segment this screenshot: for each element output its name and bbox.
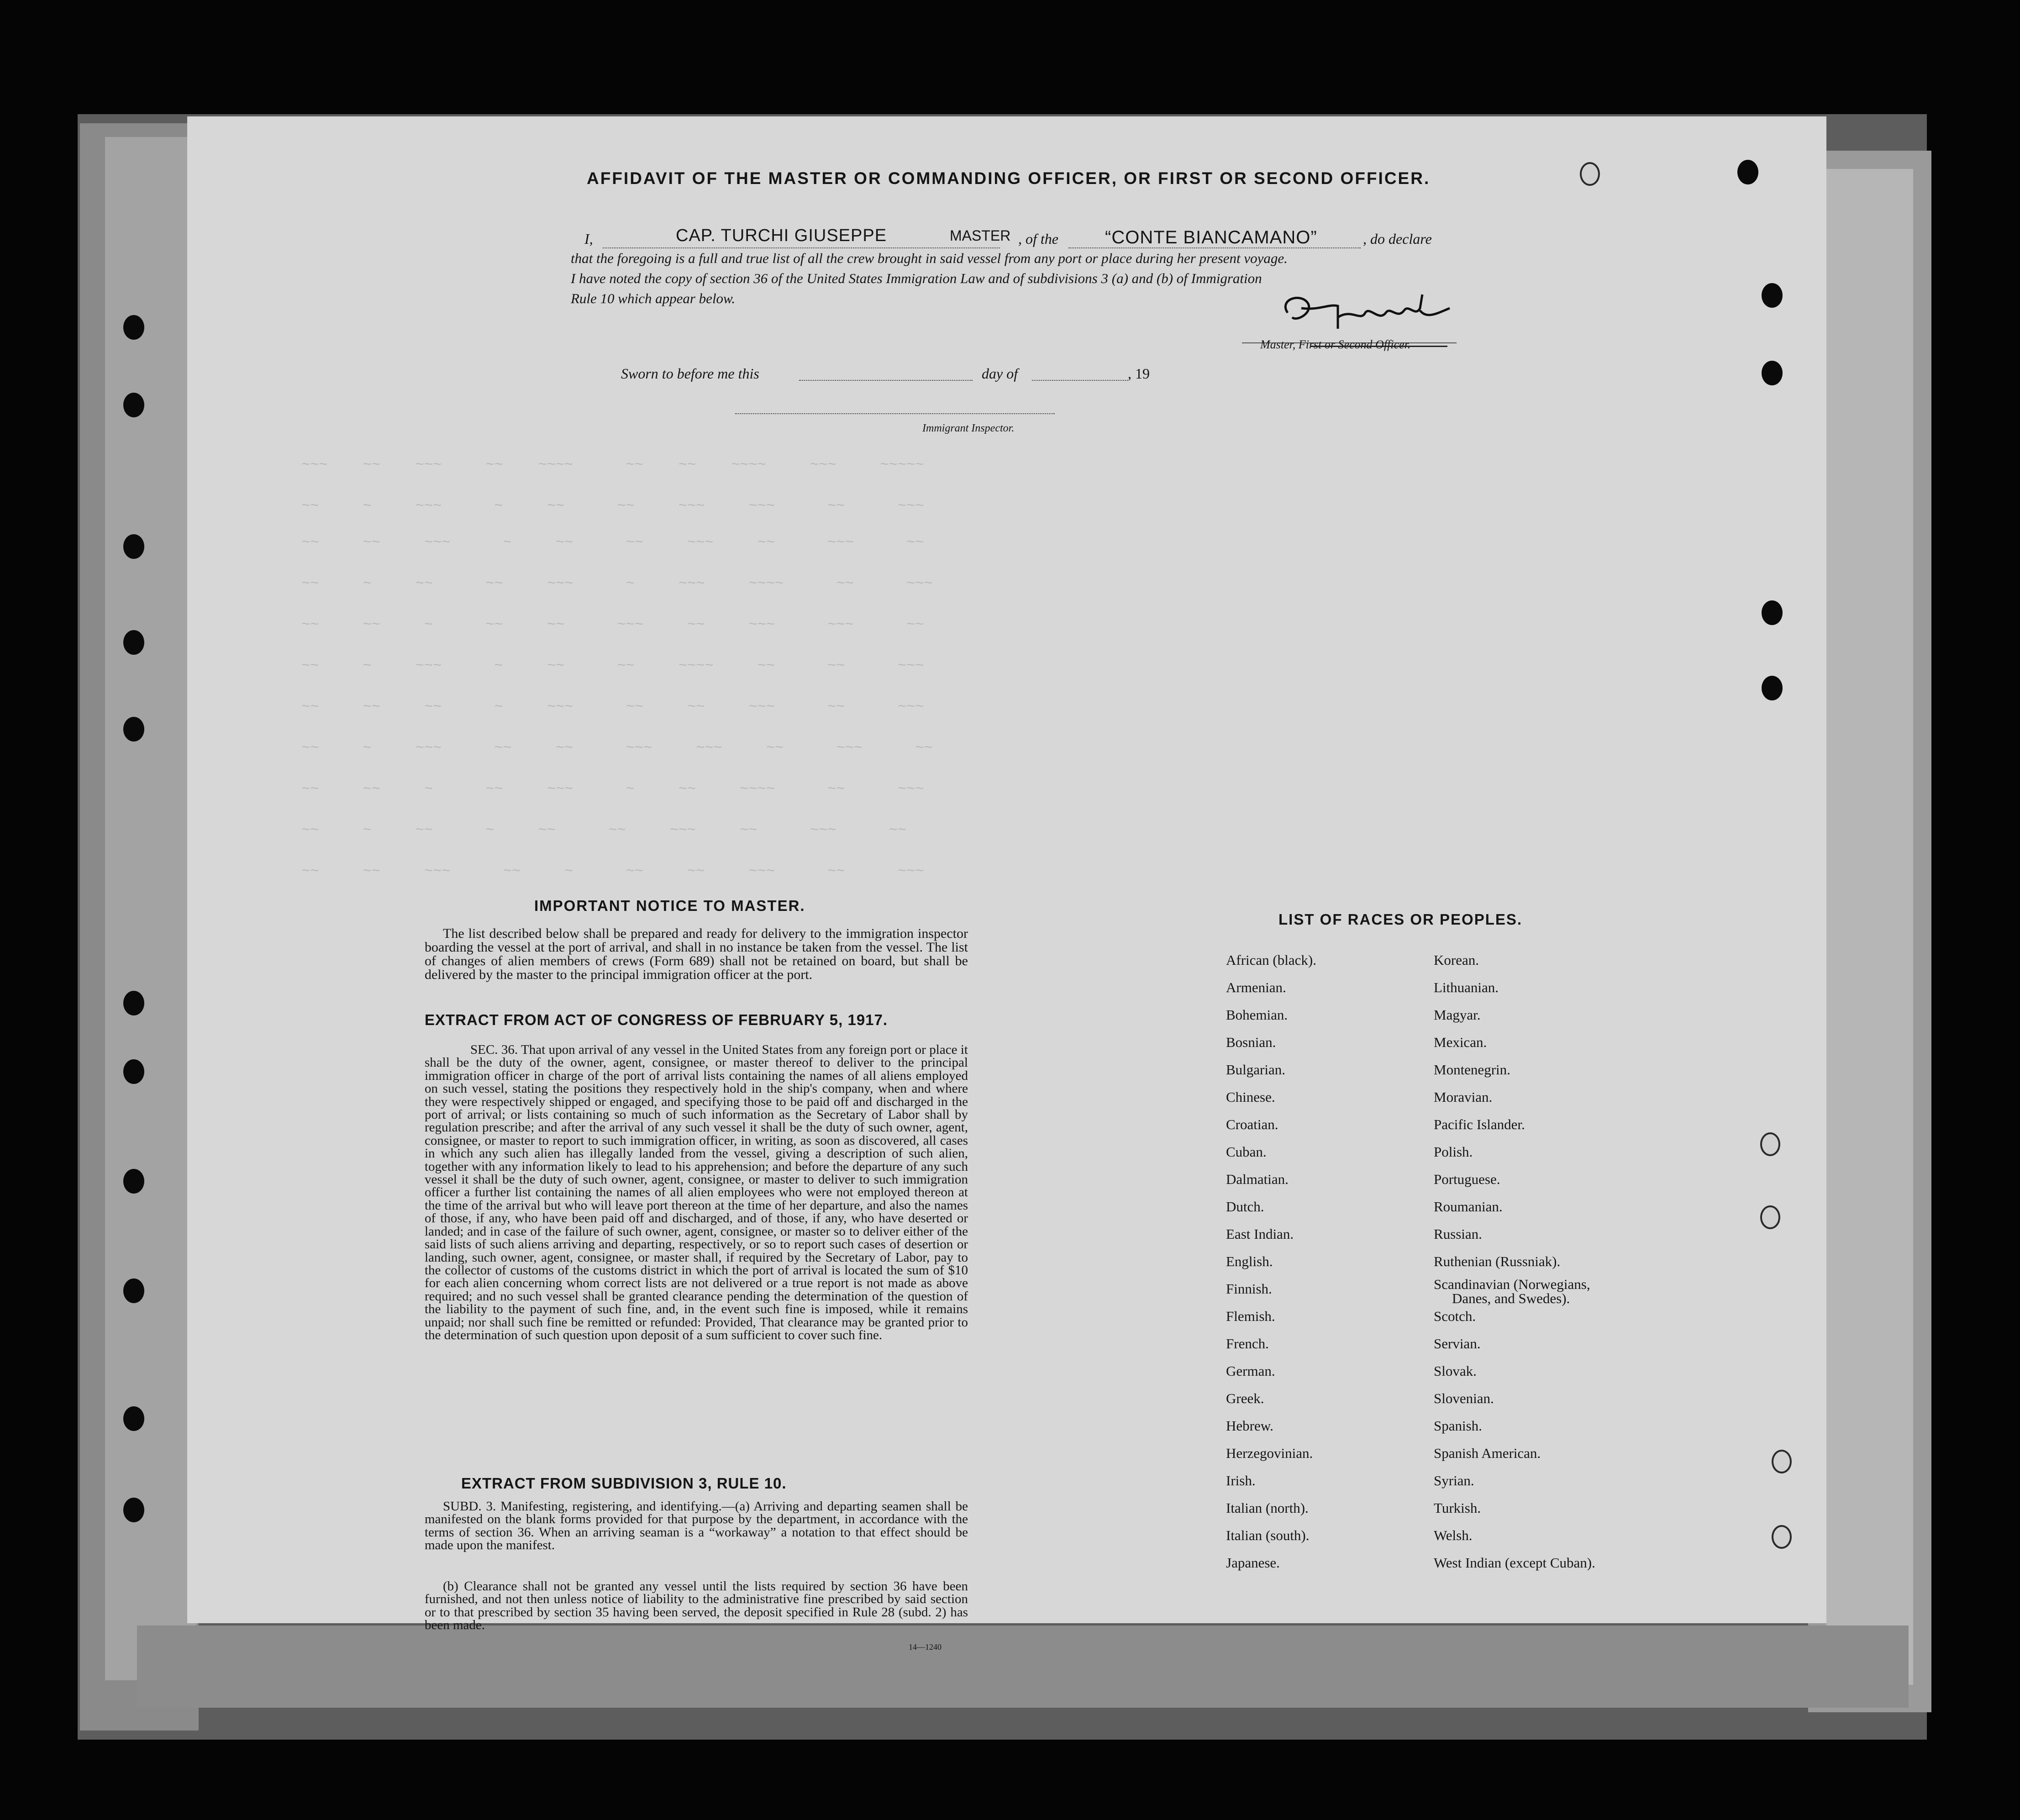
race-item: Spanish. <box>1434 1418 1482 1434</box>
name-underline <box>603 247 1000 248</box>
race-item: Greek. <box>1226 1390 1264 1406</box>
race-item: Danes, and Swedes). <box>1452 1290 1570 1306</box>
race-item: Flemish. <box>1226 1308 1275 1324</box>
punch-hole <box>1580 162 1600 186</box>
race-item: Servian. <box>1434 1336 1481 1352</box>
form-code: 14—1240 <box>909 1642 942 1652</box>
binder-hole <box>123 534 144 559</box>
sworn-month-line <box>1032 380 1128 381</box>
year-label: , 19 <box>1128 365 1150 382</box>
race-item: German. <box>1226 1363 1275 1379</box>
race-item: English. <box>1226 1253 1273 1269</box>
binder-hole <box>123 717 144 742</box>
notice-body: The list described below shall be prepared and ready for delivery to the immigration inspector boarding the vessel at the port of arrival, and shall in no instance be taken from the vessel. The list of changes of alien members of crews (Form 689) shall not be retained on board, but shall be delivered by the master to the principal immigration officer at the port. <box>425 926 968 982</box>
race-item: Croatian. <box>1226 1116 1278 1132</box>
race-item: Italian (north). <box>1226 1500 1309 1516</box>
race-item: Herzegovinian. <box>1226 1445 1313 1461</box>
binder-hole <box>123 1498 144 1522</box>
race-item: Armenian. <box>1226 979 1286 995</box>
race-item: Bosnian. <box>1226 1034 1276 1050</box>
race-item: West Indian (except Cuban). <box>1434 1555 1595 1571</box>
inspector-line <box>735 413 1055 414</box>
inspector-label: Immigrant Inspector. <box>922 422 1015 434</box>
affidavit-i-label: I, <box>584 231 593 247</box>
vessel-name: “CONTE BIANCAMANO” <box>1105 227 1317 247</box>
race-item: Moravian. <box>1434 1089 1493 1105</box>
race-item: Bulgarian. <box>1226 1062 1285 1078</box>
race-item: Hebrew. <box>1226 1418 1273 1434</box>
signature-caption: Master, First or Second Officer. <box>1260 338 1411 351</box>
race-item: Dalmatian. <box>1226 1171 1289 1187</box>
race-item: Mexican. <box>1434 1034 1487 1050</box>
master-name: CAP. TURCHI GIUSEPPE <box>676 226 887 245</box>
vessel-underline <box>1068 247 1361 248</box>
binder-hole <box>123 991 144 1015</box>
race-item: Italian (south). <box>1226 1527 1310 1543</box>
race-item: Finnish. <box>1226 1281 1272 1297</box>
race-item: Scandinavian (Norwegians, <box>1434 1276 1590 1292</box>
binder-hole <box>123 1059 144 1084</box>
binder-hole <box>123 630 144 655</box>
race-item: French. <box>1226 1336 1269 1352</box>
binder-hole <box>123 1278 144 1303</box>
race-item: Japanese. <box>1226 1555 1280 1571</box>
race-item: Montenegrin. <box>1434 1062 1510 1078</box>
punch-hole <box>1772 1525 1792 1549</box>
affidavit-line-4: Rule 10 which appear below. <box>571 290 736 306</box>
master-signature <box>1269 285 1466 345</box>
race-item: Russian. <box>1434 1226 1482 1242</box>
races-title: LIST OF RACES OR PEOPLES. <box>1278 911 1523 928</box>
race-item: Slovenian. <box>1434 1390 1494 1406</box>
race-item: Ruthenian (Russniak). <box>1434 1253 1561 1269</box>
race-item: Syrian. <box>1434 1473 1474 1489</box>
day-of-label: day of <box>982 365 1018 382</box>
rule-para-a: SUBD. 3. Manifesting, registering, and identifying.—(a) Arriving and departing seamen shall be manifested on the blank forms provided for that purpose by the department, in accordance with the terms of section 36. When an arriving seaman is a “workaway” a notation to that effect should be made upon the manifest. <box>425 1499 968 1553</box>
punch-hole <box>1737 160 1758 184</box>
strikethrough-first-second <box>1310 346 1447 347</box>
underlying-page-inner-edge <box>1826 169 1913 1685</box>
race-item: Magyar. <box>1434 1007 1481 1023</box>
binder-hole <box>123 1406 144 1431</box>
sworn-day-line <box>799 380 973 381</box>
race-item: Chinese. <box>1226 1089 1275 1105</box>
of-the-label: , of the <box>1018 231 1058 247</box>
master-rank: MASTER <box>950 227 1011 244</box>
race-item: East Indian. <box>1226 1226 1294 1242</box>
punch-hole <box>1772 1450 1792 1473</box>
punch-hole <box>1762 361 1783 385</box>
race-item: Irish. <box>1226 1473 1256 1489</box>
punch-hole <box>1762 676 1783 700</box>
affidavit-title: AFFIDAVIT OF THE MASTER OR COMMANDING OFFICER, OR FIRST OR SECOND OFFICER. <box>587 169 1431 188</box>
rule-para-b: (b) Clearance shall not be granted any vessel until the lists required by section 36 have been furnished, and not then unless notice of liability to the administrative fine prescribed by said section or to that prescribed by section 35 having been served, the deposit specified in Rule 28 (subd. 2) has been made. <box>425 1579 968 1633</box>
race-item: Cuban. <box>1226 1144 1267 1160</box>
race-item: Dutch. <box>1226 1199 1264 1215</box>
binder-hole <box>123 1169 144 1194</box>
race-item: Scotch. <box>1434 1308 1476 1324</box>
race-item: Polish. <box>1434 1144 1473 1160</box>
race-item: Portuguese. <box>1434 1171 1500 1187</box>
act-title: EXTRACT FROM ACT OF CONGRESS OF FEBRUARY 5, 1917. <box>425 1011 888 1028</box>
declare-label: , do declare <box>1363 231 1432 247</box>
affidavit-line-2: that the foregoing is a full and true list of all the crew brought in said vessel from any port or place during her present voyage. <box>571 250 1288 266</box>
binder-hole <box>123 393 144 417</box>
race-item: Roumanian. <box>1434 1199 1503 1215</box>
race-item: Lithuanian. <box>1434 979 1499 995</box>
rule-title: EXTRACT FROM SUBDIVISION 3, RULE 10. <box>461 1475 787 1492</box>
race-item: Korean. <box>1434 952 1479 968</box>
sworn-label: Sworn to before me this <box>621 365 759 382</box>
race-item: Slovak. <box>1434 1363 1477 1379</box>
race-item: Welsh. <box>1434 1527 1473 1543</box>
punch-hole <box>1760 1132 1780 1156</box>
notice-title: IMPORTANT NOTICE TO MASTER. <box>534 897 805 914</box>
punch-hole <box>1762 283 1783 308</box>
binder-hole <box>123 315 144 340</box>
binder-left-inner-edge <box>105 137 196 1680</box>
race-item: Turkish. <box>1434 1500 1481 1516</box>
affidavit-line-3: I have noted the copy of section 36 of the United States Immigration Law and of subdivisions 3 (a) and (b) of Immigration <box>571 270 1262 286</box>
act-body: SEC. 36. That upon arrival of any vessel in the United States from any foreign port or place it shall be the duty of the owner, agent, consignee, or master thereof to deliver to the principal immigration officer in charge of the port of arrival lists containing the names of all aliens employed on such vessel, stating the positions they respectively hold in the ship's company, when and where they were respectively shipped or engaged, and specifying those to be paid off and discharged in the port of arrival; or lists containing so much of such information as the Secretary of Labor shall by regulation prescribe; and after the arrival of any such vessel it shall be the duty of such owner, agent, consignee, or master to report to such immigration officer, in writing, as soon as discovered, all cases in which any such alien has illegally landed from the vessel, giving a description of such alien, together with any information likely to lead to his apprehension; and before the departure of any such vessel it shall be the duty of such owner, agent, consignee, or master to deliver to such immigration officer a further list containing the names of all alien employees who were not employed thereon at the time of the arrival but who will leave port thereon at the time of her departure, and also the names of those, if any, who have been paid off and discharged, and of those, if any, who have deserted or landed; and in case of the failure of such owner, agent, consignee, or master so to deliver either of the said lists of such aliens arriving and departing, respectively, or so to report such cases of desertion or landing, such owner, agent, consignee, or master shall, if required by the Secretary of Labor, pay to the collector of customs of the customs district in which the port of arrival is located the sum of $10 for each alien concerning whom correct lists are not delivered or a true report is not made as above required; and no such vessel shall be granted clearance pending the determination of the question of the liability to the payment of such fine, and, in the event such fine is imposed, while it remains unpaid; nor shall such fine be remitted or refunded: Provided, That clearance may be granted prior to the determination of such question upon deposit of a sum sufficient to cover such fine. <box>425 1042 968 1342</box>
race-item: African (black). <box>1226 952 1316 968</box>
punch-hole <box>1762 600 1783 625</box>
race-item: Spanish American. <box>1434 1445 1541 1461</box>
race-item: Bohemian. <box>1226 1007 1288 1023</box>
bottom-page-stack <box>137 1625 1909 1708</box>
punch-hole <box>1760 1205 1780 1229</box>
race-item: Pacific Islander. <box>1434 1116 1525 1132</box>
